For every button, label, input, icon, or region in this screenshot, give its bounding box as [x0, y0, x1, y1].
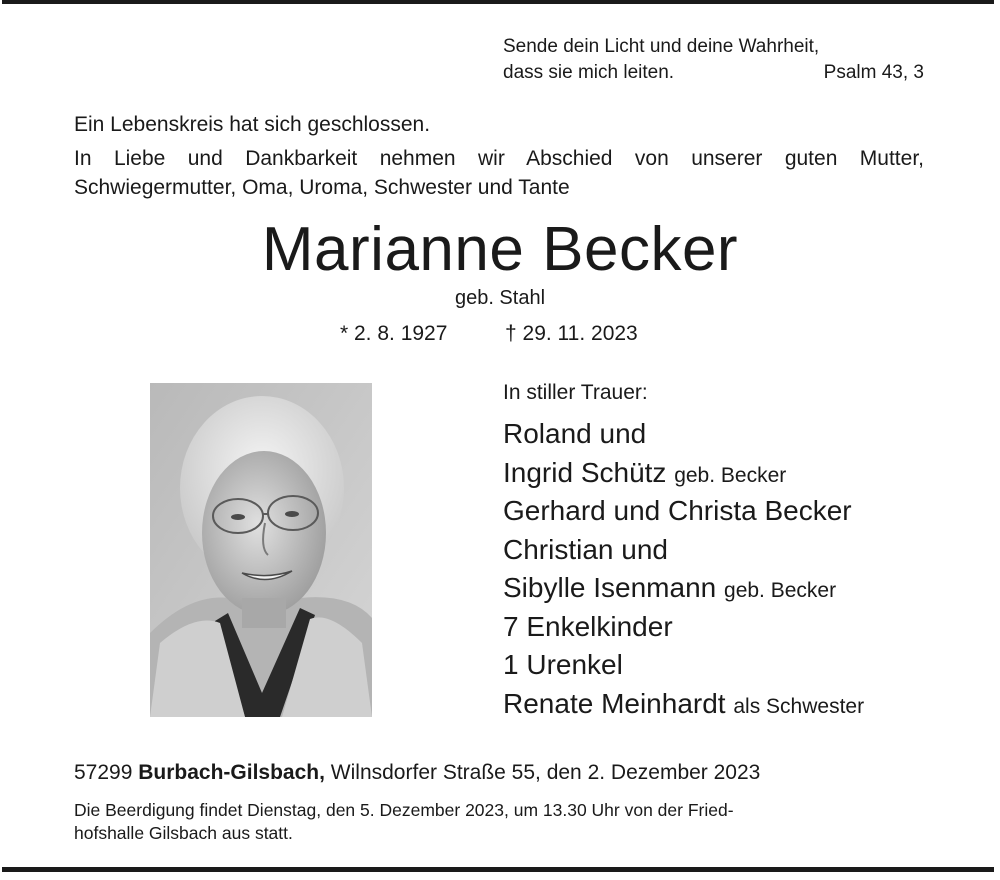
mourner-line — [503, 415, 646, 454]
mourner-line — [503, 646, 623, 685]
mourner-name: Renate Meinhardt — [503, 687, 726, 719]
verse-reference: Psalm 43, 3 — [823, 62, 924, 83]
address-date: Wilnsdorfer Straße 55, den 2. Dezember 2023 — [330, 761, 761, 784]
intro-line-1: Ein Lebenskreis hat sich geschlossen. — [74, 113, 431, 136]
birth-date: * 2. 8. 1927 — [340, 322, 448, 345]
mourner-note: geb. Becker — [724, 579, 837, 602]
mourner-line — [503, 685, 864, 727]
mourner-line — [503, 608, 673, 647]
mourner-name: Gerhard und Christa Becker — [503, 495, 852, 526]
mourner-line — [503, 569, 836, 611]
mourner-name: Christian und — [503, 533, 668, 565]
funeral-line-2: hofshalle Gilsbach aus statt. — [74, 823, 293, 843]
portrait-photo — [150, 383, 372, 717]
mourners-heading: In stiller Trauer: — [503, 381, 648, 404]
postcode: 57299 — [74, 761, 133, 784]
address-line — [74, 759, 760, 787]
mourner-name: 1 Urenkel — [503, 649, 623, 680]
death-date: † 29. 11. 2023 — [505, 322, 638, 345]
intro-line-2: In Liebe und Dankbarkeit nehmen wir Abschied von unserer guten Mutter, — [74, 147, 924, 170]
town: Burbach-Gilsbach, — [138, 761, 325, 784]
mourner-name: 7 Enkelkinder — [503, 610, 673, 642]
mourner-line — [503, 531, 668, 570]
mourner-line — [503, 492, 852, 531]
mourner-name: Ingrid Schütz — [503, 456, 667, 488]
mourner-line — [503, 454, 786, 496]
deceased-name: Marianne Becker — [261, 215, 739, 284]
birth-name: geb. Stahl — [454, 287, 546, 309]
mourner-name: Sibylle Isenmann — [503, 572, 717, 603]
funeral-line-1: Die Beerdigung findet Dienstag, den 5. Dezember 2023, um 13.30 Uhr von der Fried- — [74, 800, 734, 820]
intro-line-3: Schwiegermutter, Oma, Uroma, Schwester und Tante — [74, 176, 570, 199]
mourner-note: als Schwester — [733, 694, 865, 718]
mourner-note: geb. Becker — [674, 463, 787, 487]
verse-line-2: dass sie mich leiten. — [503, 62, 675, 83]
mourner-name: Roland und — [503, 418, 647, 449]
verse-line-1: Sende dein Licht und deine Wahrheit, — [503, 36, 820, 57]
